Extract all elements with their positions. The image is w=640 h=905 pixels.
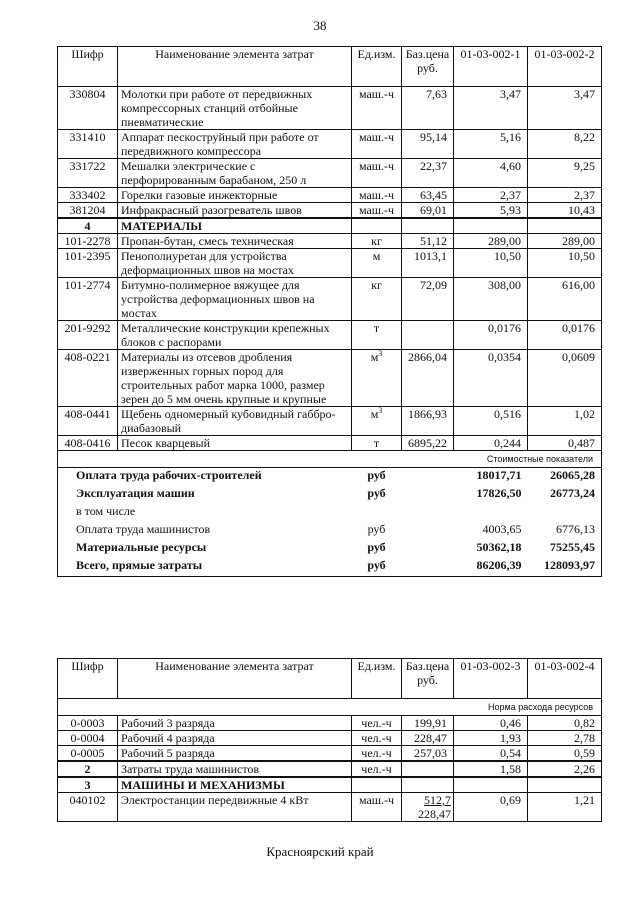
- code-cell: 201-9292: [58, 321, 118, 350]
- code-cell: 0-0004: [58, 731, 118, 746]
- section-code: 3: [58, 777, 118, 793]
- summary-name: Оплата труда рабочих-строителей: [58, 468, 352, 487]
- section-row: [58, 777, 602, 793]
- code-cell: 331722: [58, 159, 118, 188]
- table-row: [58, 249, 602, 278]
- code-cell: 101-2774: [58, 278, 118, 321]
- name-cell: Щебень одномерный кубовидный габбро-диабазовый: [118, 407, 352, 436]
- summary-spacer: [402, 504, 454, 522]
- unit-cell: [352, 407, 402, 436]
- price-cell: 257,03: [402, 746, 454, 762]
- section-code: 2: [58, 761, 118, 777]
- unit-text: кг: [371, 234, 382, 248]
- summary-spacer: [402, 468, 454, 487]
- table-row: [58, 188, 602, 203]
- table-header: [58, 659, 602, 699]
- norm-value: 289,00: [528, 234, 602, 249]
- summary-value: 6776,13: [528, 522, 602, 540]
- unit-cell: чел.-ч: [352, 761, 402, 777]
- norm-value: 5,16: [454, 130, 528, 159]
- summary-unit: руб: [367, 540, 386, 554]
- summary-value: 128093,97: [528, 558, 602, 577]
- unit-cell: [352, 87, 402, 130]
- unit-cell: [352, 436, 402, 451]
- summary-unit: [352, 504, 402, 522]
- summary-value: 75255,45: [528, 540, 602, 558]
- table-row: [58, 407, 602, 436]
- summary-value: 26773,24: [528, 486, 602, 504]
- summary-name: в том числе: [58, 504, 352, 522]
- col-norm2-header: 01-03-002-2: [528, 47, 602, 87]
- name-cell: Металлические конструкции крепежных блоков с распорами: [118, 321, 352, 350]
- summary-unit: руб: [352, 558, 402, 577]
- code-cell: 040102: [58, 793, 118, 822]
- summary-spacer: [402, 486, 454, 504]
- unit-text: чел.-ч: [361, 731, 392, 745]
- unit-cell: [352, 130, 402, 159]
- table-row: [58, 746, 602, 762]
- table-row: [58, 130, 602, 159]
- norm-value: 0,0176: [454, 321, 528, 350]
- norm-caption-row: [58, 699, 602, 716]
- region-caption: Красноярский край: [266, 844, 374, 859]
- col-norm3-header: 01-03-002-3: [454, 659, 528, 699]
- price-cell: 7,63: [402, 87, 454, 130]
- section-code: 4: [58, 218, 118, 234]
- norm-value: 10,50: [528, 249, 602, 278]
- section-row: [58, 218, 602, 234]
- code-cell: 333402: [58, 188, 118, 203]
- price-cell: [402, 793, 454, 822]
- norm-value: 0,59: [528, 746, 602, 762]
- norm-value: 2,37: [454, 188, 528, 203]
- col-unit-header: Ед.изм.: [352, 659, 402, 699]
- summary-value: 50362,18: [476, 540, 522, 554]
- norm-value: 1,02: [528, 407, 602, 436]
- norm-value: 0,69: [454, 793, 528, 822]
- unit-text: маш.-ч: [358, 159, 395, 173]
- code-cell: 408-0221: [58, 350, 118, 407]
- norm-value: 0,54: [454, 746, 528, 762]
- code-cell: 101-2278: [58, 234, 118, 249]
- unit-text: м: [370, 350, 379, 364]
- price-cell: 2866,04: [402, 350, 454, 407]
- name-cell: Инфракрасный разогреватель швов: [118, 203, 352, 219]
- resource-table-1: [57, 46, 602, 577]
- price-new: 228,47: [418, 807, 451, 821]
- summary-row: [58, 468, 602, 487]
- section-title: МАТЕРИАЛЫ: [118, 218, 352, 234]
- summary-name: Материальные ресурсы: [58, 540, 352, 558]
- norm-value: 0,516: [454, 407, 528, 436]
- summary-spacer: [402, 522, 454, 540]
- unit-text: м: [370, 407, 379, 421]
- name-cell: Аппарат пескоструйный при работе от передвижного компрессора: [118, 130, 352, 159]
- norm-value: 0,0354: [454, 350, 528, 407]
- name-cell: Рабочий 4 разряда: [118, 731, 352, 746]
- unit-text: чел.-ч: [361, 746, 392, 760]
- unit-cell: [352, 321, 402, 350]
- unit-text: чел.-ч: [361, 716, 392, 730]
- price-cell: 1866,93: [402, 407, 454, 436]
- norm-value: 10,50: [454, 249, 528, 278]
- norm-value: 308,00: [454, 278, 528, 321]
- norm-value: 616,00: [528, 278, 602, 321]
- summary-unit: руб: [367, 486, 386, 500]
- summary-value: 26065,28: [528, 468, 602, 487]
- norm-value: 1,58: [454, 761, 528, 777]
- name-cell: Мешалки электрические с перфорированным барабаном, 250 л: [118, 159, 352, 188]
- table-row: [58, 321, 602, 350]
- summary-value: 17826,50: [476, 486, 522, 500]
- table-row: [58, 436, 602, 451]
- summary-row: [58, 540, 602, 558]
- price-cell: 1013,1: [402, 249, 454, 278]
- section-title: Затраты труда машинистов: [118, 761, 352, 777]
- summary-value: [528, 504, 602, 522]
- unit-cell: маш.-ч: [352, 793, 402, 822]
- unit-cell: [352, 249, 402, 278]
- norm-value: 0,0176: [528, 321, 602, 350]
- summary-name: Всего, прямые затраты: [58, 558, 352, 577]
- unit-text: м: [372, 249, 381, 263]
- name-cell: Рабочий 5 разряда: [118, 746, 352, 762]
- code-cell: 408-0416: [58, 436, 118, 451]
- norm-value: 8,22: [528, 130, 602, 159]
- price-cell: 6895,22: [402, 436, 454, 451]
- name-cell: Пропан-бутан, смесь техническая: [118, 234, 352, 249]
- norm-value: 2,78: [528, 731, 602, 746]
- summary-row: [58, 504, 602, 522]
- unit-cell: [352, 188, 402, 203]
- name-cell: Пенополиуретан для устройства деформационных швов на мостах: [118, 249, 352, 278]
- code-cell: 330804: [58, 87, 118, 130]
- summary-unit: руб: [367, 522, 386, 536]
- table-row: [58, 350, 602, 407]
- norm-value: 0,82: [528, 716, 602, 731]
- cost-caption-row: [58, 451, 602, 468]
- summary-value: [454, 504, 528, 522]
- norm-value: 10,43: [528, 203, 602, 219]
- summary-value: 18017,71: [476, 468, 522, 482]
- unit-text: маш.-ч: [358, 87, 395, 101]
- norm-value: 1,93: [454, 731, 528, 746]
- col-unit-header: Ед.изм.: [352, 47, 402, 87]
- unit-cell: [352, 716, 402, 731]
- price-cell: 95,14: [402, 130, 454, 159]
- price-old: 512,7: [424, 793, 451, 807]
- page-number: 38: [313, 18, 327, 33]
- norm-caption: Норма расхода ресурсов: [58, 699, 602, 716]
- resource-table-2: [57, 658, 602, 822]
- unit-superscript: 3: [378, 349, 383, 358]
- code-cell: 381204: [58, 203, 118, 219]
- col-name-header: Наименование элемента затрат: [118, 659, 352, 699]
- unit-cell: [352, 350, 402, 407]
- unit-cell: [352, 278, 402, 321]
- unit-text: т: [373, 436, 380, 450]
- code-cell: 408-0441: [58, 407, 118, 436]
- table-row: [58, 793, 602, 822]
- norm-value: 0,46: [454, 716, 528, 731]
- norm-value: 3,47: [528, 87, 602, 130]
- unit-cell: [352, 731, 402, 746]
- name-cell: Электростанции передвижные 4 кВт: [118, 793, 352, 822]
- summary-value: 4003,65: [482, 522, 522, 536]
- summary-row: [58, 522, 602, 540]
- table-row: [58, 87, 602, 130]
- col-code-header: Шифр: [58, 47, 118, 87]
- norm-value: 0,487: [528, 436, 602, 451]
- name-cell: Песок кварцевый: [118, 436, 352, 451]
- table-row: [58, 234, 602, 249]
- name-cell: Горелки газовые инжекторные: [118, 188, 352, 203]
- code-cell: 331410: [58, 130, 118, 159]
- unit-text: т: [373, 321, 380, 335]
- table-row: [58, 278, 602, 321]
- norm-value: 2,37: [528, 188, 602, 203]
- col-norm4-header: 01-03-002-4: [528, 659, 602, 699]
- price-cell: 22,37: [402, 159, 454, 188]
- summary-spacer: [402, 540, 454, 558]
- price-cell: 72,09: [402, 278, 454, 321]
- norm-value: 5,93: [454, 203, 528, 219]
- col-norm1-header: 01-03-002-1: [454, 47, 528, 87]
- price-cell: 228,47: [402, 731, 454, 746]
- table-row: [58, 159, 602, 188]
- section-title: МАШИНЫ И МЕХАНИЗМЫ: [118, 777, 352, 793]
- price-cell: 69,01: [402, 203, 454, 219]
- norm-value: 9,25: [528, 159, 602, 188]
- unit-text: маш.-ч: [358, 130, 395, 144]
- name-cell: Молотки при работе от передвижных компрессорных станций отбойные пневматические: [118, 87, 352, 130]
- price-cell: 199,91: [402, 716, 454, 731]
- unit-cell: [352, 746, 402, 762]
- col-code-header: Шифр: [58, 659, 118, 699]
- unit-cell: [352, 234, 402, 249]
- price-cell: 51,12: [402, 234, 454, 249]
- norm-value: 0,244: [454, 436, 528, 451]
- summary-name: Эксплуатация машин: [58, 486, 352, 504]
- norm-value: 3,47: [454, 87, 528, 130]
- table-row: [58, 203, 602, 219]
- norm-value: 0,0609: [528, 350, 602, 407]
- norm-value: 289,00: [454, 234, 528, 249]
- unit-text: кг: [371, 278, 382, 292]
- unit-text: маш.-ч: [358, 203, 395, 217]
- unit-text: маш.-ч: [358, 188, 395, 202]
- price-cell: 63,45: [402, 188, 454, 203]
- norm-value: 4,60: [454, 159, 528, 188]
- summary-spacer: [402, 558, 454, 577]
- unit-cell: [352, 203, 402, 219]
- name-cell: Материалы из отсевов дробления изверженных горных пород для строительных работ марка 1000, размер зерен до 5 мм очень крупные и крупные: [118, 350, 352, 407]
- col-price-header: Баз.цена руб.: [402, 47, 454, 87]
- section-row: [58, 761, 602, 777]
- unit-cell: [352, 159, 402, 188]
- norm-value: 1,21: [528, 793, 602, 822]
- code-cell: 101-2395: [58, 249, 118, 278]
- name-cell: Рабочий 3 разряда: [118, 716, 352, 731]
- price-cell: [402, 321, 454, 350]
- cost-caption: Стоимостные показатели: [58, 451, 602, 468]
- summary-value: 86206,39: [454, 558, 528, 577]
- col-price-header: Баз.цена руб.: [402, 659, 454, 699]
- code-cell: 0-0005: [58, 746, 118, 762]
- summary-row: [58, 558, 602, 577]
- name-cell: Битумно-полимерное вяжущее для устройства деформационных швов на мостах: [118, 278, 352, 321]
- table-header: [58, 47, 602, 87]
- col-name-header: Наименование элемента затрат: [118, 47, 352, 87]
- summary-unit: руб: [367, 468, 386, 482]
- table-row: [58, 716, 602, 731]
- table-row: [58, 731, 602, 746]
- code-cell: 0-0003: [58, 716, 118, 731]
- unit-superscript: 3: [378, 406, 383, 415]
- norm-value: 2,26: [528, 761, 602, 777]
- summary-name: Оплата труда машинистов: [58, 522, 352, 540]
- summary-row: [58, 486, 602, 504]
